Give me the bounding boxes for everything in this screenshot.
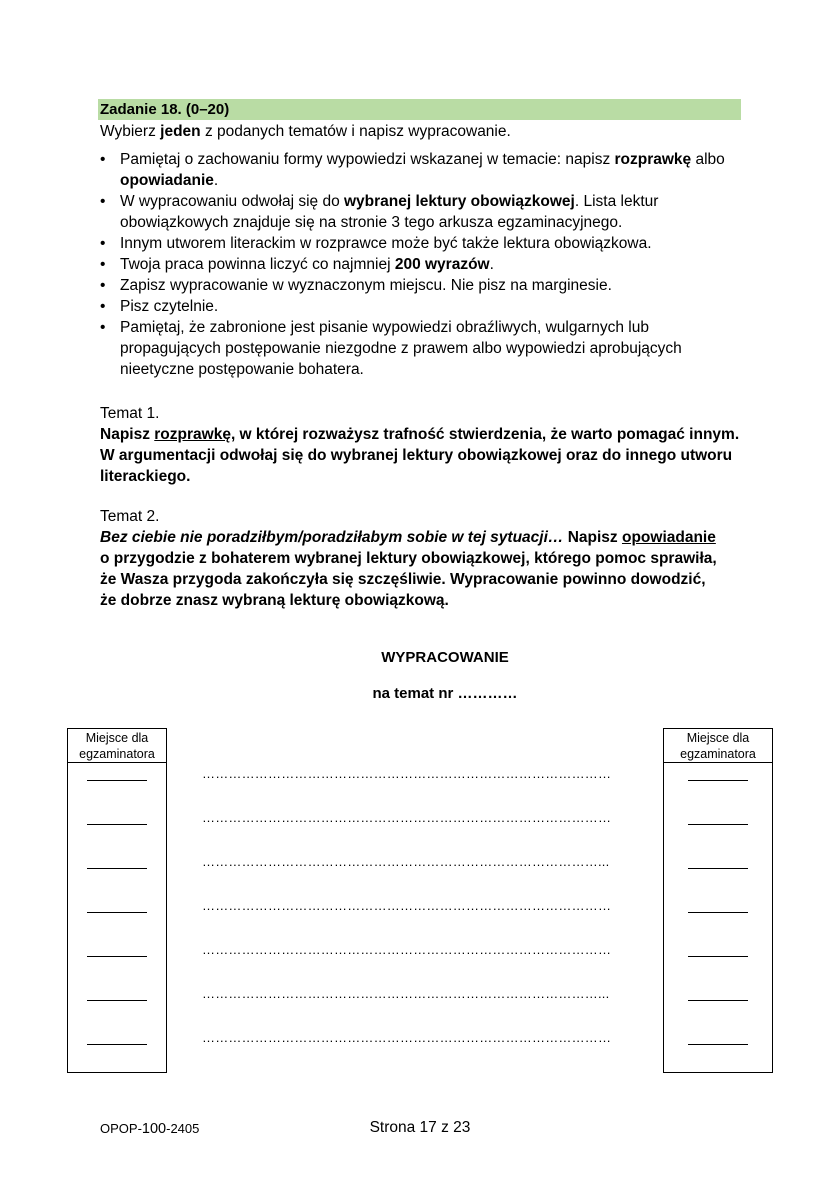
topic-2-text [100, 527, 760, 611]
examiner-score-line[interactable] [688, 1044, 748, 1045]
examiner-score-line[interactable] [87, 956, 147, 957]
instruction-text: z podanych tematów i napisz wypracowanie. [200, 123, 511, 140]
examiner-score-line[interactable] [688, 824, 748, 825]
examiner-label-line: Miejsce dla [686, 731, 750, 745]
writing-line[interactable]: ………………………………………………………………………………… [202, 766, 612, 781]
instruction-bullet [100, 149, 750, 191]
writing-line[interactable]: ………………………………………………………………………………… [202, 810, 612, 825]
examiner-box-label [68, 729, 166, 763]
topic1-text-part: W argumentacji odwołaj się do wybranej lektury obowiązkowej oraz do innego utworu [100, 447, 733, 464]
bullet-text: Innym utworem literackim w rozprawce może być także lektura obowiązkowa. [120, 235, 652, 252]
bullet-text: . [489, 256, 494, 273]
bullet-text: Pamiętaj o zachowaniu formy wypowiedzi wskazanej w temacie: napisz [120, 151, 615, 168]
examiner-score-line[interactable] [87, 868, 147, 869]
topic-1 [100, 403, 760, 487]
examiner-label-line: egzaminatora [680, 747, 756, 761]
examiner-score-line[interactable] [688, 1000, 748, 1001]
bullet-text: obowiązkowych znajduje się na stronie 3 tego arkusza egzaminacyjnego. [120, 214, 623, 231]
writing-line[interactable]: ………………………………………………………………………………… [202, 1030, 612, 1045]
task-header: Zadanie 18. (0–20) [98, 99, 741, 120]
bullet-text: W wypracowaniu odwołaj się do [120, 193, 344, 210]
examiner-label-line: Miejsce dla [85, 731, 149, 745]
bullet-bold-text: 200 wyrazów [394, 256, 490, 273]
bullet-bold-text: rozprawkę [614, 151, 692, 168]
task-instruction [100, 121, 511, 142]
exam-code-part: -2405 [166, 1121, 200, 1136]
instruction-bullet [100, 275, 750, 296]
instruction-bullet-list [100, 149, 750, 380]
examiner-score-line[interactable] [87, 912, 147, 913]
writing-line[interactable]: ………………………………………………………………………………... [202, 854, 610, 869]
examiner-score-line[interactable] [87, 1000, 147, 1001]
topic2-text-part: że Wasza przygoda zakończyła się szczęśliwie. Wypracowanie powinno dowodzić, [100, 571, 706, 588]
topic-2 [100, 506, 760, 611]
instruction-bullet [100, 191, 750, 233]
bullet-text: . Lista lektur [574, 193, 659, 210]
writing-line[interactable]: ………………………………………………………………………………... [202, 986, 610, 1001]
bullet-text: Zapisz wypracowanie w wyznaczonym miejscu. Nie pisz na marginesie. [120, 277, 612, 294]
bullet-text: propagujących postępowanie niezgodne z prawem albo wypowiedzi aprobujących [120, 340, 682, 357]
examiner-box-right [663, 728, 773, 1073]
topic2-text-part: Bez ciebie nie poradziłbym/poradziłabym sobie w tej sytuacji… [100, 529, 564, 546]
examiner-score-line[interactable] [87, 780, 147, 781]
examiner-score-line[interactable] [688, 956, 748, 957]
topic1-text-part: , w której rozważysz trafność stwierdzenia, że warto pomagać innym. [230, 426, 740, 443]
topic1-text-part: Napisz [100, 426, 155, 443]
examiner-score-line[interactable] [688, 912, 748, 913]
instruction-bullet [100, 317, 750, 380]
instruction-bullet [100, 233, 750, 254]
topic2-text-part: że dobrze znasz wybraną lekturę obowiązkową. [100, 592, 449, 609]
examiner-score-line[interactable] [87, 824, 147, 825]
examiner-score-line[interactable] [87, 1044, 147, 1045]
writing-line[interactable]: ………………………………………………………………………………… [202, 898, 612, 913]
examiner-label-line: egzaminatora [79, 747, 155, 761]
topic-2-label: Temat 2. [100, 508, 160, 525]
bullet-bold-text: opowiadanie [120, 172, 214, 189]
topic1-text-part: rozprawkę [154, 426, 231, 443]
topic2-text-part: Napisz [563, 529, 622, 546]
essay-title: WYPRACOWANIE [381, 649, 509, 666]
topic2-text-part: opowiadanie [621, 529, 716, 546]
examiner-box-left [67, 728, 167, 1073]
instruction-bullet [100, 254, 750, 275]
bullet-text: nieetyczne postępowanie bohatera. [120, 361, 364, 378]
page-number: Strona 17 z 23 [369, 1119, 471, 1136]
bullet-text: Pisz czytelnie. [120, 298, 219, 315]
instruction-text: Wybierz [100, 123, 161, 140]
exam-code-part: OPOP- [100, 1121, 142, 1136]
topic-1-label: Temat 1. [100, 405, 160, 422]
topic-1-text [100, 424, 760, 487]
bullet-text: albo [691, 151, 725, 168]
bullet-bold-text: wybranej lektury obowiązkowej [344, 193, 575, 210]
examiner-score-line[interactable] [688, 868, 748, 869]
examiner-box-label [664, 729, 772, 763]
topic1-text-part: literackiego. [100, 468, 191, 485]
exam-code-part: 100 [141, 1121, 167, 1137]
writing-line[interactable]: ………………………………………………………………………………… [202, 942, 612, 957]
topic2-text-part: o przygodzie z bohaterem wybranej lektury obowiązkowej, którego pomoc sprawiła, [100, 550, 717, 567]
bullet-text: Pamiętaj, że zabronione jest pisanie wypowiedzi obraźliwych, wulgarnych lub [120, 319, 649, 336]
essay-topic-number: na temat nr ………… [372, 685, 518, 702]
instruction-bold: jeden [160, 123, 201, 140]
examiner-score-line[interactable] [688, 780, 748, 781]
bullet-text: Twoja praca powinna liczyć co najmniej [120, 256, 395, 273]
bullet-text: . [213, 172, 219, 189]
instruction-bullet [100, 296, 750, 317]
